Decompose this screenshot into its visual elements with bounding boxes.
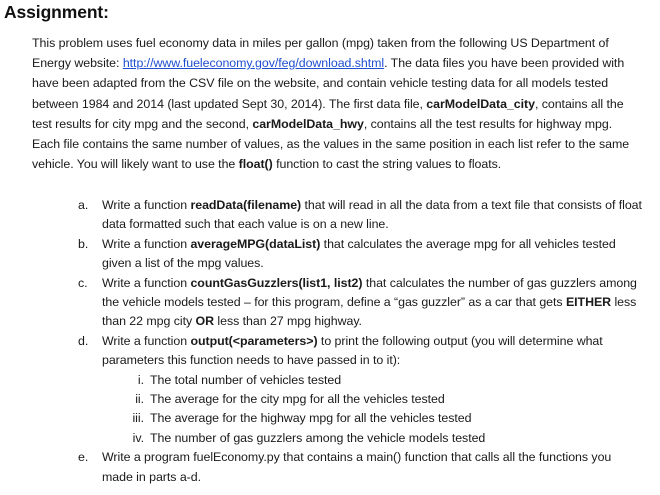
- list-marker: a.: [78, 198, 89, 212]
- task-item-e: e. Write a program fuelEconomy.py that contains a main() function that calls all the functions you made in parts a-d.: [78, 450, 612, 484]
- task-list: [32, 196, 642, 487]
- function-name: output(<parameters>): [190, 333, 318, 348]
- list-marker: b.: [78, 236, 89, 251]
- function-name: countGasGuzzlers(list1, list2): [190, 275, 363, 290]
- function-name: averageMPG(dataList): [190, 236, 321, 251]
- output-sublist: [102, 371, 642, 449]
- task-item-d: d. Write a function output(<parameters>) to print the following output (you will determine what parameters this function needs to have passed in to it): i. The total number of vehicles tested ii. The average for the city mpg for all the vehicles tested iii. The average for the highway mpg for all the vehicles tested iv. The number of gas guzzlers among the vehicle models tested: [32, 332, 642, 448]
- task-item-c: c. Write a function countGasGuzzlers(list1, list2) that calculates the number of gas guzzlers among the vehicle models tested – for this program, define a “gas guzzler” as a car that gets EITHER less than 22 mpg city OR less than 27 mpg highway.: [78, 275, 637, 329]
- hwy-file-name: carModelData_hwy: [252, 116, 364, 131]
- sublist-marker: iii.: [132, 411, 144, 426]
- sublist-item: i. The total number of vehicles tested: [150, 371, 642, 390]
- list-marker: c.: [78, 275, 88, 290]
- intro-paragraph: [32, 33, 642, 174]
- sublist-item: ii. The average for the city mpg for all the vehicles tested: [150, 390, 642, 409]
- sublist-marker: ii.: [135, 392, 144, 407]
- intro-text-2: . The data files you have been provided with have been adapted from the CSV file on the website, and contain vehicle testing data for all models tested between 1984 and 2014 (last updated Sept 30, 2014). The first data file,: [32, 56, 625, 111]
- doe-data-link[interactable]: http://www.fueleconomy.gov/feg/download.shtml: [122, 56, 385, 71]
- page-title: Assignment:: [4, 2, 109, 22]
- intro-text-1: This problem uses fuel economy data in miles per gallon (mpg) taken from the following US Department of Energy website:: [32, 36, 609, 71]
- sublist-marker: iv.: [132, 430, 144, 445]
- intro-text-5: function to cast the string values to floats.: [272, 157, 502, 172]
- city-file-name: carModelData_city: [426, 96, 535, 111]
- list-marker: e.: [78, 450, 89, 465]
- function-name: readData(filename): [190, 198, 302, 212]
- float-function-name: float(): [238, 157, 273, 172]
- sublist-item: iii. The average for the highway mpg for all the vehicles tested: [150, 409, 642, 428]
- task-item-a: a. Write a function readData(filename) that will read in all the data from a text file that consists of float data formatted such that each value is on a new line.: [78, 198, 642, 232]
- emphasis-or: OR: [195, 314, 215, 329]
- intro-text-4: , contains all the test results for highway mpg. Each file contains the same number of values, as the values in the same position in each list refer to the same vehicle. You will likely want to use the: [32, 116, 630, 172]
- intro-text-3: , contains all the test results for city mpg and the second,: [32, 96, 624, 131]
- list-marker: d.: [78, 333, 89, 348]
- sublist-marker: i.: [137, 372, 144, 387]
- emphasis-either: EITHER: [565, 295, 612, 310]
- sublist-item: iv. The number of gas guzzlers among the vehicle models tested: [150, 429, 642, 448]
- task-item-b: b. Write a function averageMPG(dataList) that calculates the average mpg for all vehicles tested given a list of the mpg values.: [78, 236, 616, 271]
